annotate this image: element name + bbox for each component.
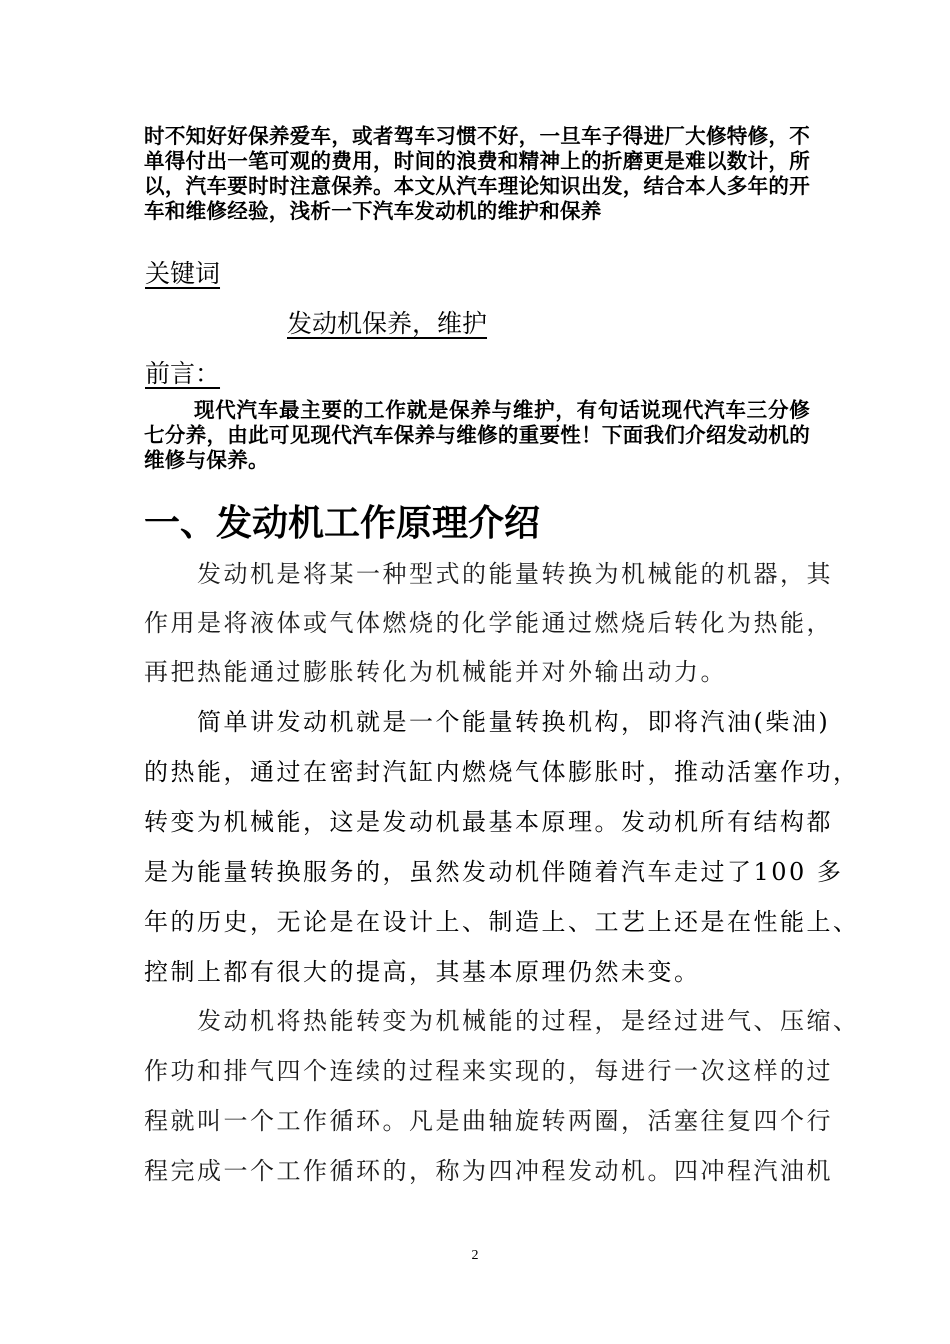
body-line: 程就叫一个工作循环。凡是曲轴旋转两圈，活塞往复四个行 (144, 1107, 833, 1135)
body-line: 作功和排气四个连续的过程来实现的，每进行一次这样的过 (144, 1057, 833, 1085)
intro-paragraph: 时不知好好保养爱车，或者驾车习惯不好，一旦车子得进厂大修特修，不单得付出一笔可观的费用，时间的浪费和精神上的折磨更是难以数计，所以，汽车要时时注意保养。本文从汽车理论知识出发，结合本人多年的开车和维修经验，浅析一下汽车发动机的维护和保养 (144, 124, 810, 223)
body-line: 控制上都有很大的提高，其基本原理仍然未变。 (144, 958, 701, 986)
body-line: 再把热能通过膨胀转化为机械能并对外输出动力。 (144, 658, 727, 686)
section-heading: 一、发动机工作原理介绍 (144, 503, 541, 544)
keywords-label: 关键词 (145, 259, 221, 288)
body-line: 发动机将热能转变为机械能的过程，是经过进气、压缩、 (144, 1007, 860, 1035)
body-line: 作用是将液体或气体燃烧的化学能通过燃烧后转化为热能， (144, 609, 833, 637)
body-line: 程完成一个工作循环的，称为四冲程发动机。四冲程汽油机 (144, 1157, 833, 1185)
preface-label: 前言： (145, 359, 221, 388)
body-line: 的热能，通过在密封汽缸内燃烧气体膨胀时，推动活塞作功， (144, 758, 860, 786)
body-line: 是为能量转换服务的，虽然发动机伴随着汽车走过了100 多 (144, 858, 844, 886)
preface-paragraph: 现代汽车最主要的工作就是保养与维护，有句话说现代汽车三分修七分养，由此可见现代汽车保养与维修的重要性！下面我们介绍发动机的维修与保养。 (144, 398, 810, 472)
body-line: 发动机是将某一种型式的能量转换为机械能的机器，其 (144, 560, 833, 588)
body-line: 转变为机械能，这是发动机最基本原理。发动机所有结构都 (144, 808, 833, 836)
keywords-text: 发动机保养，维护 (287, 309, 488, 338)
body-line: 年的历史，无论是在设计上、制造上、工艺上还是在性能上、 (144, 908, 860, 936)
page-number: 2 (471, 1248, 479, 1263)
body-line: 简单讲发动机就是一个能量转换机构，即将汽油(柴油) (144, 708, 831, 736)
